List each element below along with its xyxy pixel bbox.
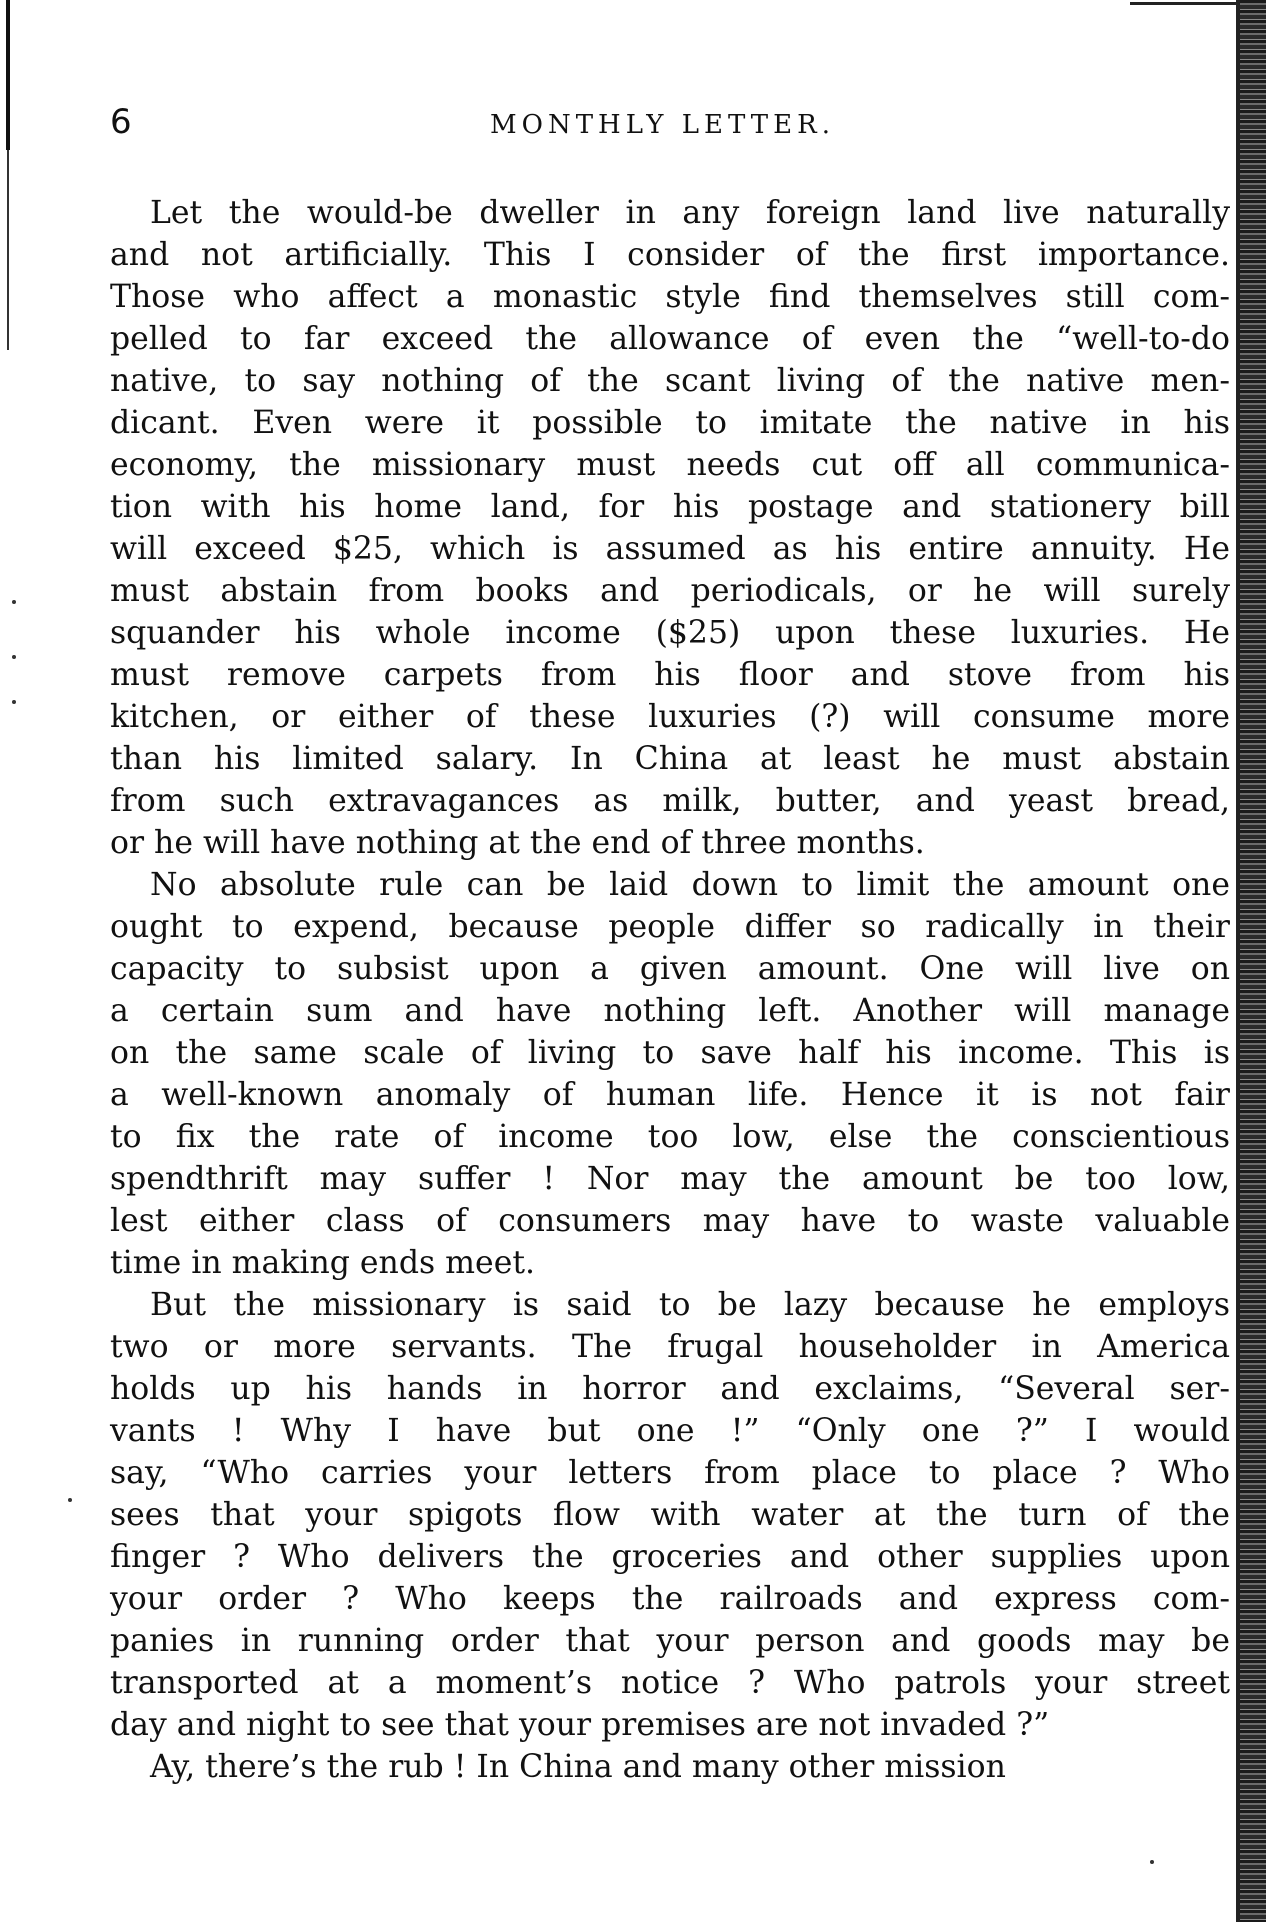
scan-speck xyxy=(12,700,16,704)
paragraph xyxy=(110,1284,1230,1746)
text-line: squander his whole income ($25) upon these luxuries. He xyxy=(110,615,1230,651)
paragraph xyxy=(110,192,1230,864)
text-line: vants ! Why I have but one !” “Only one ?” I would xyxy=(110,1413,1230,1449)
text-line: and not artificially. This I consider of the first importance. xyxy=(110,237,1230,273)
text-line: No absolute rule can be laid down to limit the amount one xyxy=(150,867,1230,903)
text-line: must abstain from books and periodicals, or he will surely xyxy=(110,573,1230,609)
text-line: panies in running order that your person and goods may be xyxy=(110,1623,1230,1659)
text-line: transported at a moment’s notice ? Who patrols your street xyxy=(110,1665,1230,1701)
text-line: a certain sum and have nothing left. Another will manage xyxy=(110,993,1230,1029)
text-line: sees that your spigots flow with water at the turn of the xyxy=(110,1497,1230,1533)
text-line: two or more servants. The frugal householder in America xyxy=(110,1329,1230,1365)
text-line: spendthrift may suffer ! Nor may the amount be too low, xyxy=(110,1161,1230,1197)
text-line: Let the would-be dweller in any foreign land live naturally xyxy=(150,195,1230,231)
text-line: than his limited salary. In China at least he must abstain xyxy=(110,741,1230,777)
scan-left-border-lower xyxy=(7,150,9,350)
text-line: time in making ends meet. xyxy=(110,1245,536,1281)
text-line: finger ? Who delivers the groceries and other supplies upon xyxy=(110,1539,1230,1575)
text-line: native, to say nothing of the scant living of the native men- xyxy=(110,363,1230,399)
running-title: MONTHLY LETTER. xyxy=(490,110,835,140)
text-line: to fix the rate of income too low, else the conscientious xyxy=(110,1119,1230,1155)
text-line: dicant. Even were it possible to imitate the native in his xyxy=(110,405,1230,441)
text-line: on the same scale of living to save half his income. This is xyxy=(110,1035,1230,1071)
page-margin-right xyxy=(1266,0,1286,1922)
scan-speck xyxy=(12,600,16,604)
scan-left-border xyxy=(6,0,10,150)
text-line: ought to expend, because people differ so radically in their xyxy=(110,909,1230,945)
text-line: day and night to see that your premises are not invaded ?” xyxy=(110,1707,1050,1743)
scan-top-rule xyxy=(1130,2,1240,5)
text-line: kitchen, or either of these luxuries (?) will consume more xyxy=(110,699,1230,735)
text-line: But the missionary is said to be lazy because he employs xyxy=(150,1287,1230,1323)
text-line: pelled to far exceed the allowance of even the “well-to-do xyxy=(110,321,1230,357)
scan-speck xyxy=(12,655,16,659)
text-line: from such extravagances as milk, butter, and yeast bread, xyxy=(110,783,1230,819)
page-header xyxy=(110,102,1220,142)
text-line: lest either class of consumers may have to waste valuable xyxy=(110,1203,1230,1239)
scan-speck xyxy=(68,1498,72,1502)
paragraph xyxy=(110,864,1230,1284)
scan-speck xyxy=(1150,1860,1154,1864)
text-line: say, “Who carries your letters from place to place ? Who xyxy=(110,1455,1230,1491)
text-line: must remove carpets from his floor and stove from his xyxy=(110,657,1230,693)
text-line: or he will have nothing at the end of three months. xyxy=(110,825,925,861)
text-line: economy, the missionary must needs cut off all communica- xyxy=(110,447,1230,483)
text-line: a well-known anomaly of human life. Hence it is not fair xyxy=(110,1077,1230,1113)
text-line: tion with his home land, for his postage and stationery bill xyxy=(110,489,1230,525)
text-line: holds up his hands in horror and exclaims, “Several ser- xyxy=(110,1371,1230,1407)
text-line: your order ? Who keeps the railroads and express com- xyxy=(110,1581,1230,1617)
text-line: Those who affect a monastic style find themselves still com- xyxy=(110,279,1230,315)
text-line: Ay, there’s the rub ! In China and many other mission xyxy=(150,1749,1006,1785)
text-line: capacity to subsist upon a given amount. One will live on xyxy=(110,951,1230,987)
binding-edge xyxy=(1240,0,1266,1922)
text-line: will exceed $25, which is assumed as his entire annuity. He xyxy=(110,531,1230,567)
body-text xyxy=(110,192,1230,1788)
paragraph xyxy=(110,1746,1230,1788)
page-number: 6 xyxy=(110,102,132,142)
